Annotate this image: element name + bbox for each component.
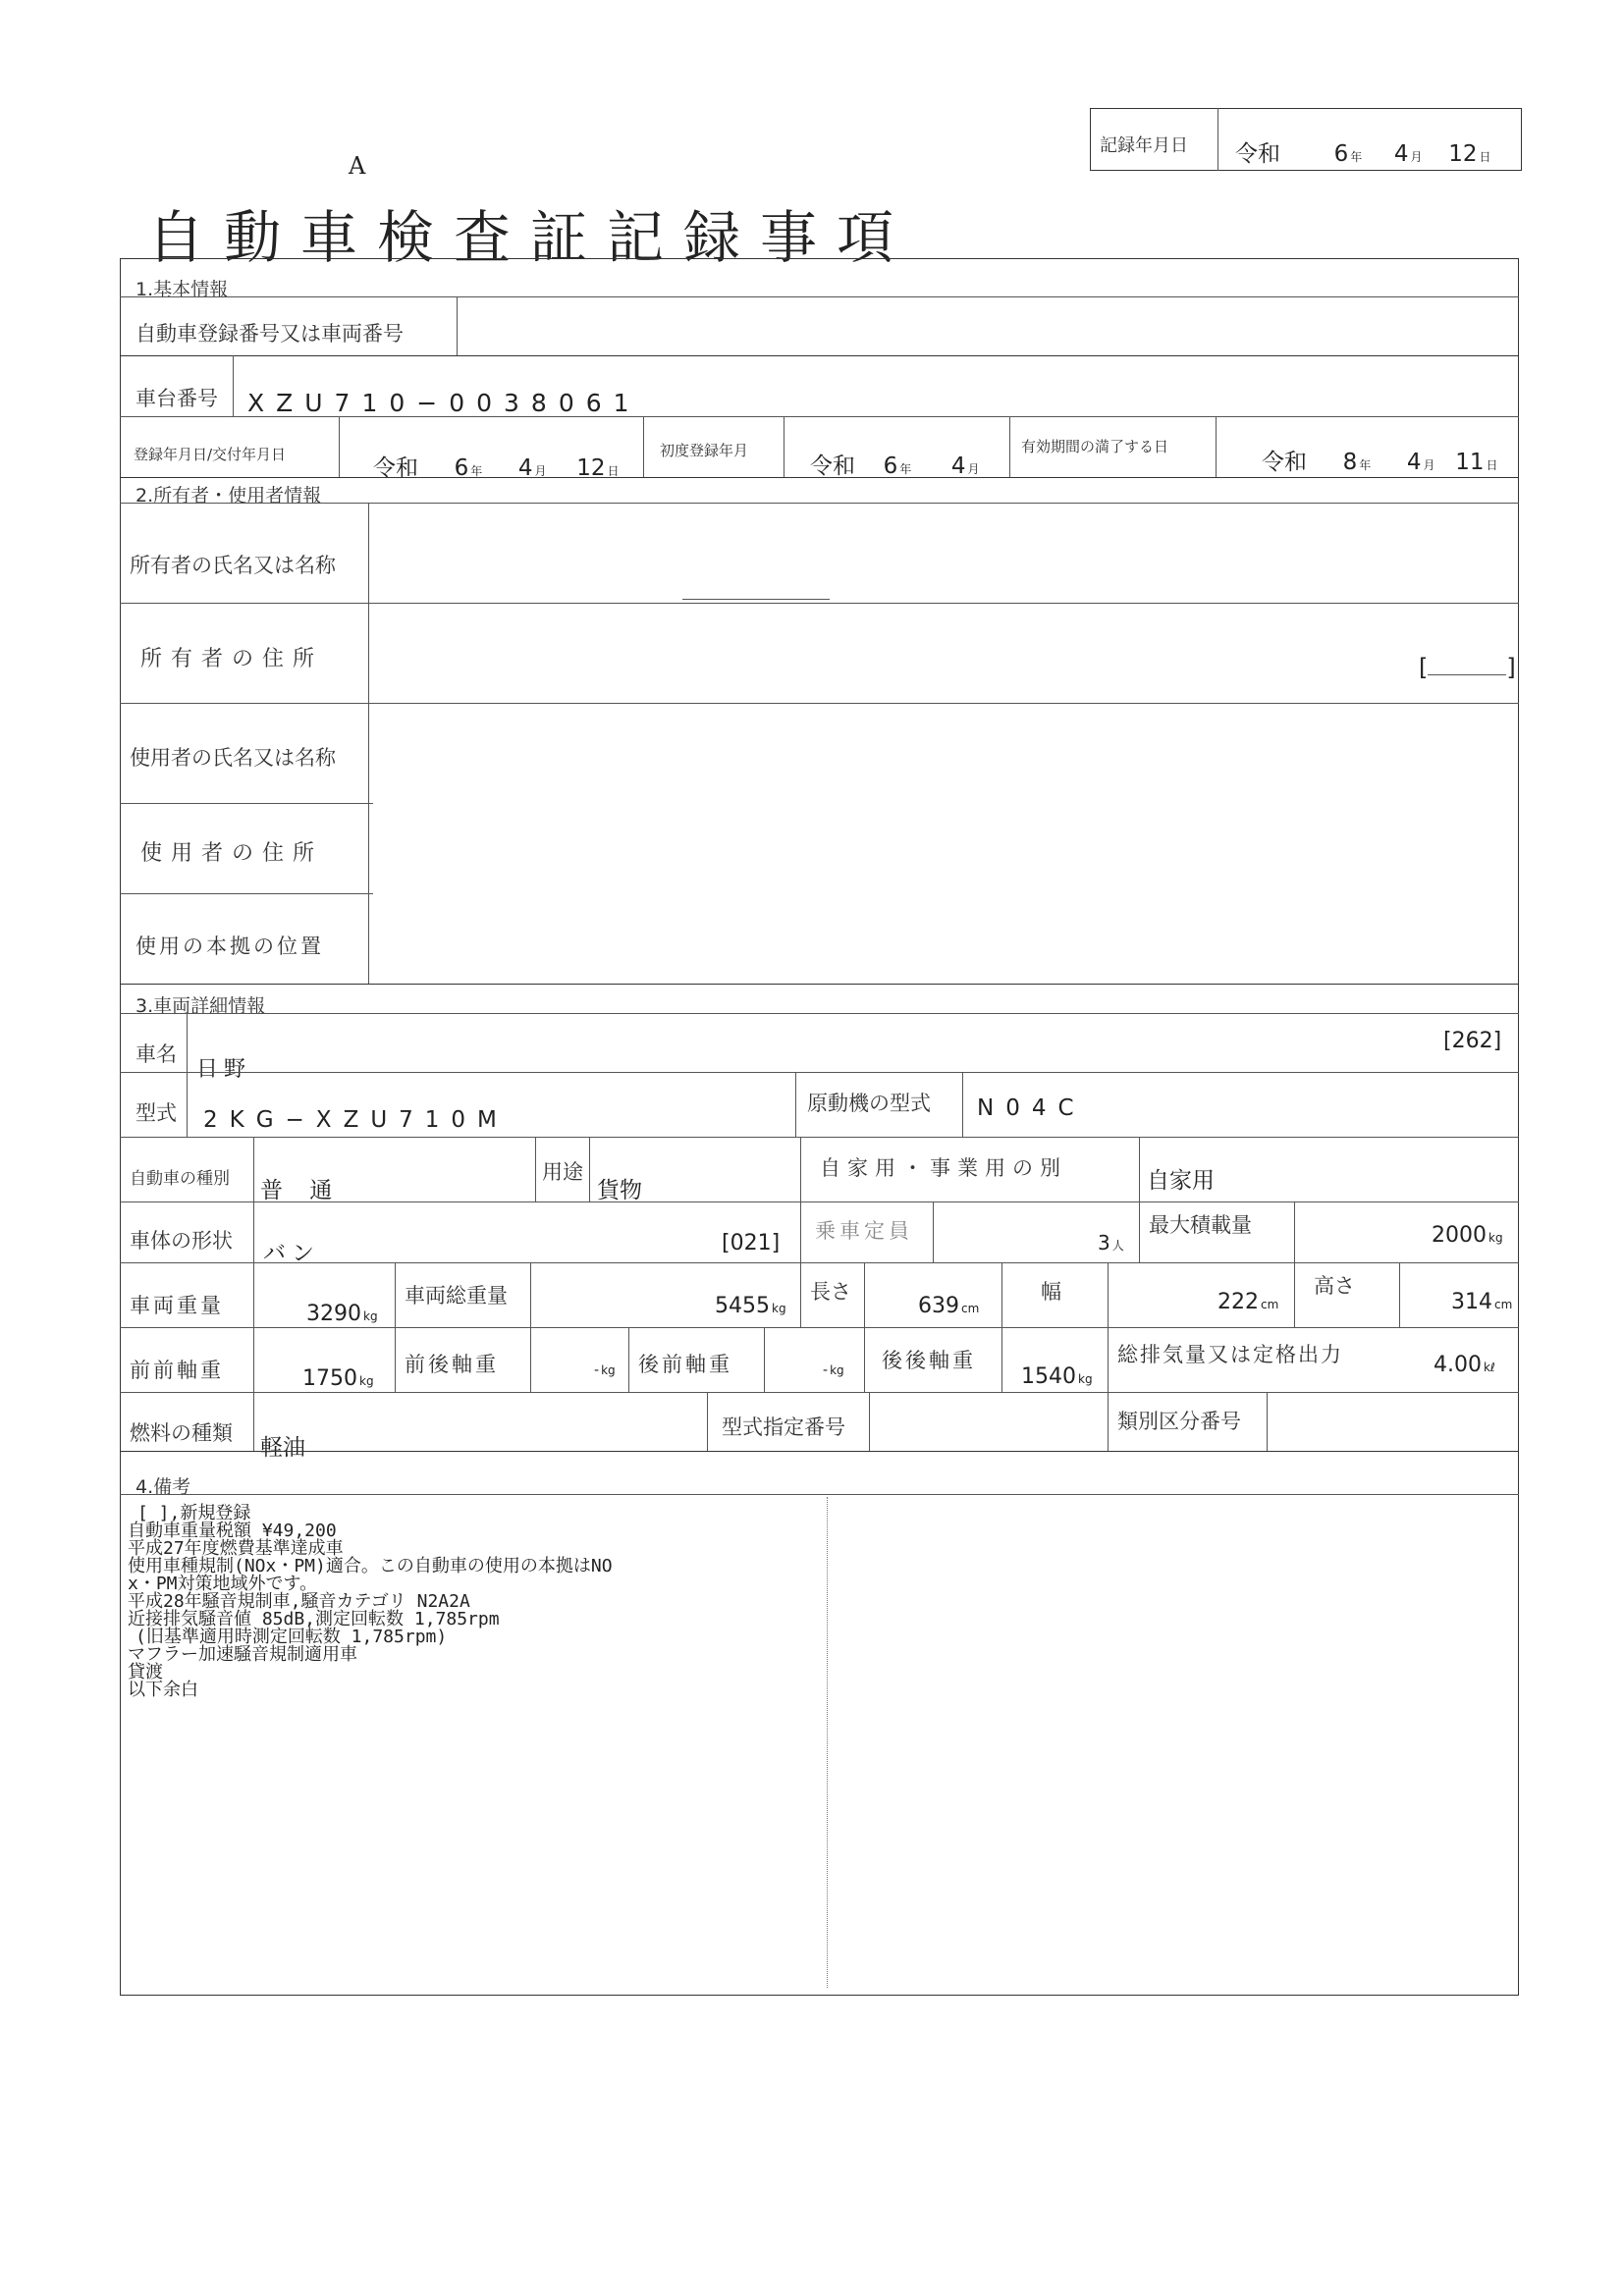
section-1-heading: 1.基本情報 — [135, 279, 229, 300]
kind-label: 自動車の種別 — [130, 1169, 230, 1189]
remark-line: 近接排気騒音値 85dB,測定回転数 1,785rpm — [128, 1609, 500, 1629]
remark-line: x・PM対策地域外です。 — [128, 1574, 318, 1594]
page-title: 自動車検査証記録事項 — [147, 204, 914, 271]
width-value: 222 cm — [1217, 1290, 1279, 1314]
model-label: 型式 — [135, 1101, 177, 1125]
section-4-heading: 4.備考 — [135, 1476, 191, 1498]
rf-axle-label: 後前軸重 — [638, 1353, 732, 1376]
section-2-heading: 2.所有者・使用者情報 — [135, 485, 322, 507]
base-location-label: 使用の本拠の位置 — [135, 934, 324, 958]
remark-line: 以下余白 — [128, 1680, 198, 1700]
user-address-label: 使用者の住所 — [140, 841, 324, 866]
kind-value: 普 通 — [260, 1178, 343, 1203]
car-name-value: 日野 — [196, 1057, 252, 1082]
car-name-code: [262] — [1443, 1029, 1502, 1053]
capacity-value: 3 人 — [1098, 1231, 1124, 1255]
chassis-label: 車台番号 — [135, 387, 218, 410]
ff-axle-value: 1750 kg — [302, 1366, 374, 1391]
capacity-label: 乗車定員 — [815, 1219, 913, 1243]
owner-name-label: 所有者の氏名又は名称 — [130, 554, 336, 577]
private-business-value: 自家用 — [1147, 1168, 1215, 1194]
user-name-label: 使用者の氏名又は名称 — [130, 746, 336, 770]
reg-date: 令和 6 年 4 月 12 日 — [373, 455, 620, 481]
form-mark: A — [349, 152, 366, 180]
displacement-label: 総排気量又は定格出力 — [1117, 1343, 1343, 1366]
remark-line: マフラー加速騒音規制適用車 — [128, 1644, 357, 1665]
rf-axle-value: - kg — [823, 1362, 844, 1378]
vehicle-weight-value: 3290 kg — [306, 1302, 378, 1326]
category-label: 類別区分番号 — [1117, 1410, 1241, 1433]
gross-weight-label: 車両総重量 — [405, 1284, 508, 1308]
max-load-value: 2000 kg — [1432, 1223, 1503, 1248]
fuel-value: 軽油 — [260, 1435, 305, 1461]
car-name-label: 車名 — [135, 1042, 177, 1066]
section-3-heading: 3.車両詳細情報 — [135, 995, 266, 1017]
max-load-label: 最大積載量 — [1149, 1213, 1252, 1237]
length-label: 長さ — [810, 1280, 851, 1304]
engine-model-value: N04C — [977, 1095, 1086, 1121]
fuel-label: 燃料の種類 — [130, 1421, 233, 1445]
remark-line: 貸渡 — [128, 1662, 163, 1682]
reg-number-label: 自動車登録番号又は車両番号 — [135, 322, 404, 346]
first-reg-date: 令和 6 年 4 月 — [810, 454, 980, 479]
remark-line: (旧基準適用時測定回転数 1,785rpm) — [135, 1627, 448, 1647]
remark-line: 使用車種規制(NOx・PM)適合。この自動車の使用の本拠はNO — [128, 1556, 613, 1576]
body-shape-code: [021] — [722, 1231, 781, 1255]
record-date: 令和 6 年 4 月 12 日 — [1235, 141, 1491, 167]
rr-axle-value: 1540 kg — [1021, 1364, 1093, 1389]
remark-line: 自動車重量税額 ¥49,200 — [128, 1521, 337, 1541]
chassis-number: XZU710−0038061 — [247, 389, 641, 417]
height-label: 高さ — [1314, 1274, 1355, 1298]
length-value: 639 cm — [918, 1294, 980, 1318]
private-business-label: 自家用・事業用の別 — [820, 1156, 1067, 1180]
gross-weight-value: 5455 kg — [715, 1294, 786, 1318]
width-label: 幅 — [1041, 1280, 1061, 1304]
rr-axle-label: 後後軸重 — [882, 1349, 976, 1372]
model-value: 2KG−XZU710M — [203, 1107, 509, 1133]
type-designation-label: 型式指定番号 — [722, 1415, 845, 1439]
reg-date-label: 登録年月日/交付年月日 — [134, 446, 287, 463]
remark-line: 平成28年騒音規制車,騒音カテゴリ N2A2A — [128, 1591, 470, 1612]
vehicle-weight-label: 車両重量 — [130, 1294, 224, 1317]
first-reg-label: 初度登録年月 — [660, 442, 749, 459]
remarks-list — [128, 1505, 613, 1699]
remark-line: 平成27年度燃費基準達成車 — [128, 1538, 344, 1559]
body-shape-value: バン — [263, 1241, 320, 1266]
height-value: 314 cm — [1451, 1290, 1513, 1314]
record-date-label: 記録年月日 — [1100, 135, 1188, 156]
fr-axle-label: 前後軸重 — [405, 1353, 499, 1376]
use-label: 用途 — [542, 1160, 583, 1184]
owner-address-label: 所有者の住所 — [140, 647, 324, 671]
expiry-label: 有効期間の満了する日 — [1021, 438, 1169, 455]
remark-line: [ ],新規登録 — [137, 1503, 251, 1523]
owner-address-bracket: [ ] — [1419, 654, 1516, 681]
displacement-value: 4.00 kℓ — [1434, 1353, 1495, 1377]
engine-model-label: 原動機の型式 — [807, 1092, 931, 1115]
body-shape-label: 車体の形状 — [130, 1229, 233, 1253]
expiry-date: 令和 8 年 4 月 11 日 — [1262, 450, 1498, 475]
use-value: 貨物 — [597, 1178, 642, 1203]
fr-axle-value: - kg — [594, 1362, 616, 1378]
ff-axle-label: 前前軸重 — [130, 1359, 224, 1382]
